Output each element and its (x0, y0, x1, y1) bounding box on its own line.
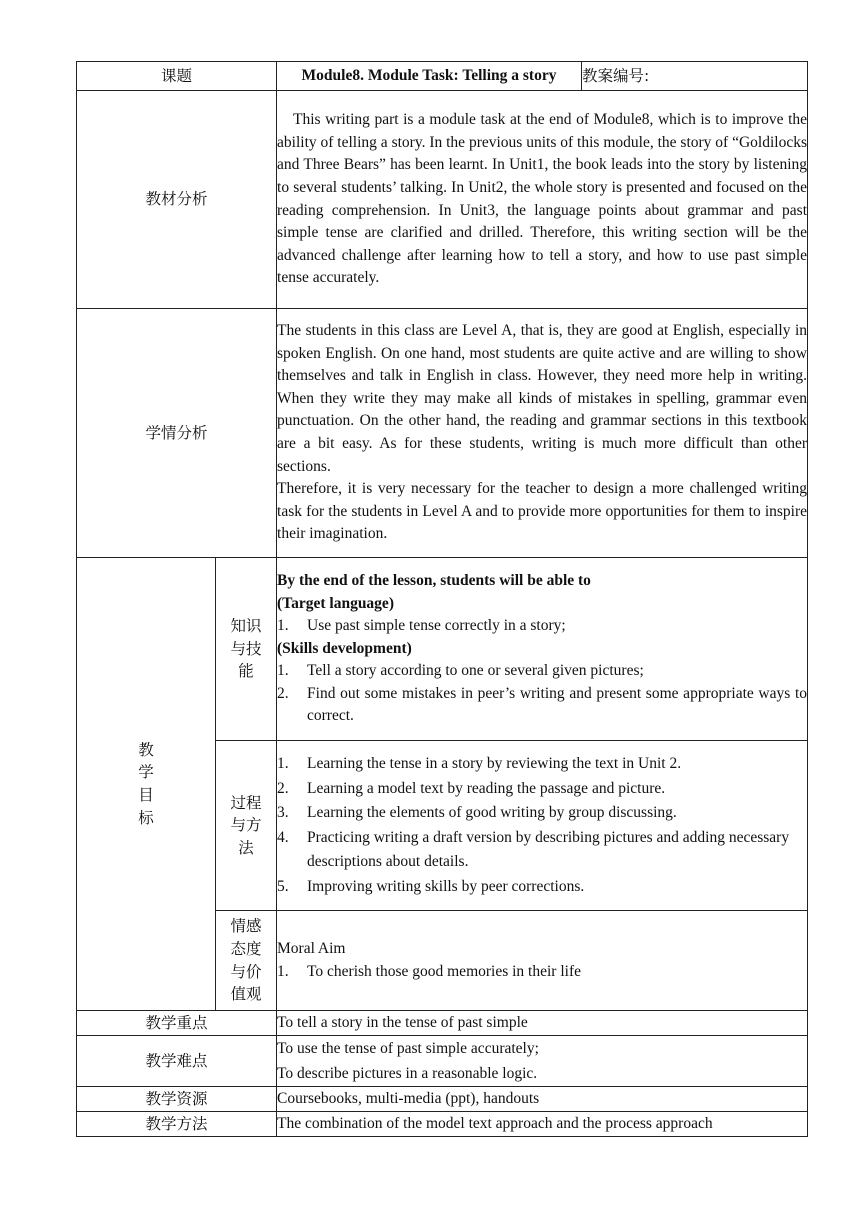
list-text: Find out some mistakes in peer’s writing and present some appropriate ways to correct. (307, 684, 808, 725)
target-language-heading: (Target language) (277, 594, 394, 612)
list-text: Use past simple tense correctly in a story; (307, 617, 566, 635)
objectives-label-char: 目 (138, 786, 154, 804)
key-points-label: 教学重点 (77, 1011, 277, 1036)
list-number: 3. (277, 804, 289, 821)
header-row (77, 62, 808, 91)
knowledge-content (277, 558, 808, 741)
objectives-label-char: 标 (138, 808, 154, 827)
emotion-label (216, 911, 277, 1011)
lesson-title: Module8. Module Task: Telling a story (277, 62, 582, 91)
objectives-label-char: 教 (138, 740, 154, 759)
methods-text: The combination of the model text approach and the process approach (277, 1112, 808, 1137)
objectives-label-char: 学 (138, 763, 154, 782)
objectives-label (77, 558, 216, 1011)
emotion-label-line: 情感 (230, 917, 262, 936)
list-item (277, 752, 807, 777)
list-number: 1. (277, 662, 289, 680)
list-number: 1. (277, 755, 289, 772)
student-analysis-label: 学情分析 (77, 309, 277, 558)
student-analysis-paragraph-1: The students in this class are Level A, that is, they are good at English, especially in spoken English. On one hand, most students are quite active and are willing to show themselves and talk in English in class. However, they need more help in writing. When they write they may make all kinds of mistakes in spelling, grammar even punctuation. On the other hand, the reading and grammar sections in this textbook are a bit easy. As for these students, writing is much more difficult than other sections. (277, 322, 808, 475)
list-item (277, 683, 807, 728)
resources-text: Coursebooks, multi-media (ppt), handouts (277, 1087, 808, 1112)
list-item (277, 875, 807, 900)
knowledge-label-line: 知识 (230, 617, 262, 636)
knowledge-label (216, 558, 277, 741)
material-analysis-label: 教材分析 (77, 91, 277, 309)
emotion-content (277, 911, 808, 1011)
key-points-text: To tell a story in the tense of past simple (277, 1011, 808, 1036)
list-number: 1. (277, 962, 289, 980)
process-list (277, 752, 807, 899)
difficulties-row (77, 1036, 808, 1087)
process-content (277, 741, 808, 911)
resources-label: 教学资源 (77, 1087, 277, 1112)
material-analysis-row (77, 91, 808, 309)
process-label (216, 741, 277, 911)
methods-row (77, 1112, 808, 1137)
skills-list (277, 660, 807, 728)
difficulties-content (277, 1036, 808, 1087)
subject-label: 课题 (77, 62, 277, 91)
list-text: Improving writing skills by peer corrections. (307, 877, 585, 895)
list-number: 2. (277, 684, 289, 702)
lesson-plan-table (76, 61, 808, 1137)
list-number: 2. (277, 779, 289, 797)
skills-heading: (Skills development) (277, 639, 412, 657)
list-item (277, 660, 807, 683)
list-item (277, 961, 807, 984)
process-label-line: 过程 (230, 793, 262, 812)
list-text: Tell a story according to one or several given pictures; (307, 662, 644, 680)
list-number: 4. (277, 828, 289, 846)
difficulty-line: To use the tense of past simple accurately; (277, 1040, 539, 1057)
knowledge-row (77, 558, 808, 741)
process-label-line: 法 (238, 838, 254, 857)
list-text: Learning the elements of good writing by group discussing. (307, 804, 677, 821)
list-text: Learning the tense in a story by reviewing the text in Unit 2. (307, 755, 682, 772)
list-item (277, 777, 807, 802)
list-text: To cherish those good memories in their life (307, 962, 581, 980)
difficulty-line: To describe pictures in a reasonable logic. (277, 1065, 538, 1082)
student-analysis-row (77, 309, 808, 558)
methods-label: 教学方法 (77, 1112, 277, 1137)
target-language-list (277, 615, 807, 638)
difficulties-label: 教学难点 (77, 1036, 277, 1087)
knowledge-label-line: 能 (238, 662, 254, 681)
list-item (277, 826, 807, 875)
plan-code-label: 教案编号: (582, 62, 808, 91)
list-item (277, 615, 807, 638)
moral-aim-heading: Moral Aim (277, 939, 346, 957)
key-points-row (77, 1011, 808, 1036)
knowledge-intro: By the end of the lesson, students will be able to (277, 571, 591, 589)
list-number: 5. (277, 877, 289, 895)
material-analysis-content (277, 91, 808, 309)
emotion-label-line: 态度 (230, 939, 262, 958)
student-analysis-content (277, 309, 808, 558)
list-text: Practicing writing a draft version by describing pictures and adding necessary descriptions about details. (307, 828, 790, 870)
student-analysis-paragraph-2: Therefore, it is very necessary for the teacher to design a more challenged writing task for the students in Level A and to provide more opportunities for them to inspire their imagination. (277, 480, 808, 543)
resources-row (77, 1087, 808, 1112)
emotion-label-line: 与价 (230, 962, 262, 981)
list-number: 1. (277, 617, 289, 635)
knowledge-label-line: 与技 (230, 639, 262, 658)
moral-aim-list (277, 961, 807, 984)
emotion-label-line: 值观 (230, 985, 262, 1004)
material-analysis-text: This writing part is a module task at the end of Module8, which is to improve the ability of telling a story. In the previous units of this module, the story of “Goldilocks and Three Bears” has been learnt. In Unit1, the book leads into the story by listening to several students’ talking. In Unit2, the whole story is presented and focused on the reading comprehension. In Unit3, the language points about grammar and past simple tense are clarified and drilled. Therefore, this writing section will be the advanced challenge after learning how to tell a story, and how to use past simple tense accurately. (277, 111, 808, 287)
list-text: Learning a model text by reading the passage and picture. (307, 779, 666, 797)
process-label-line: 与方 (230, 816, 262, 835)
list-item (277, 801, 807, 826)
